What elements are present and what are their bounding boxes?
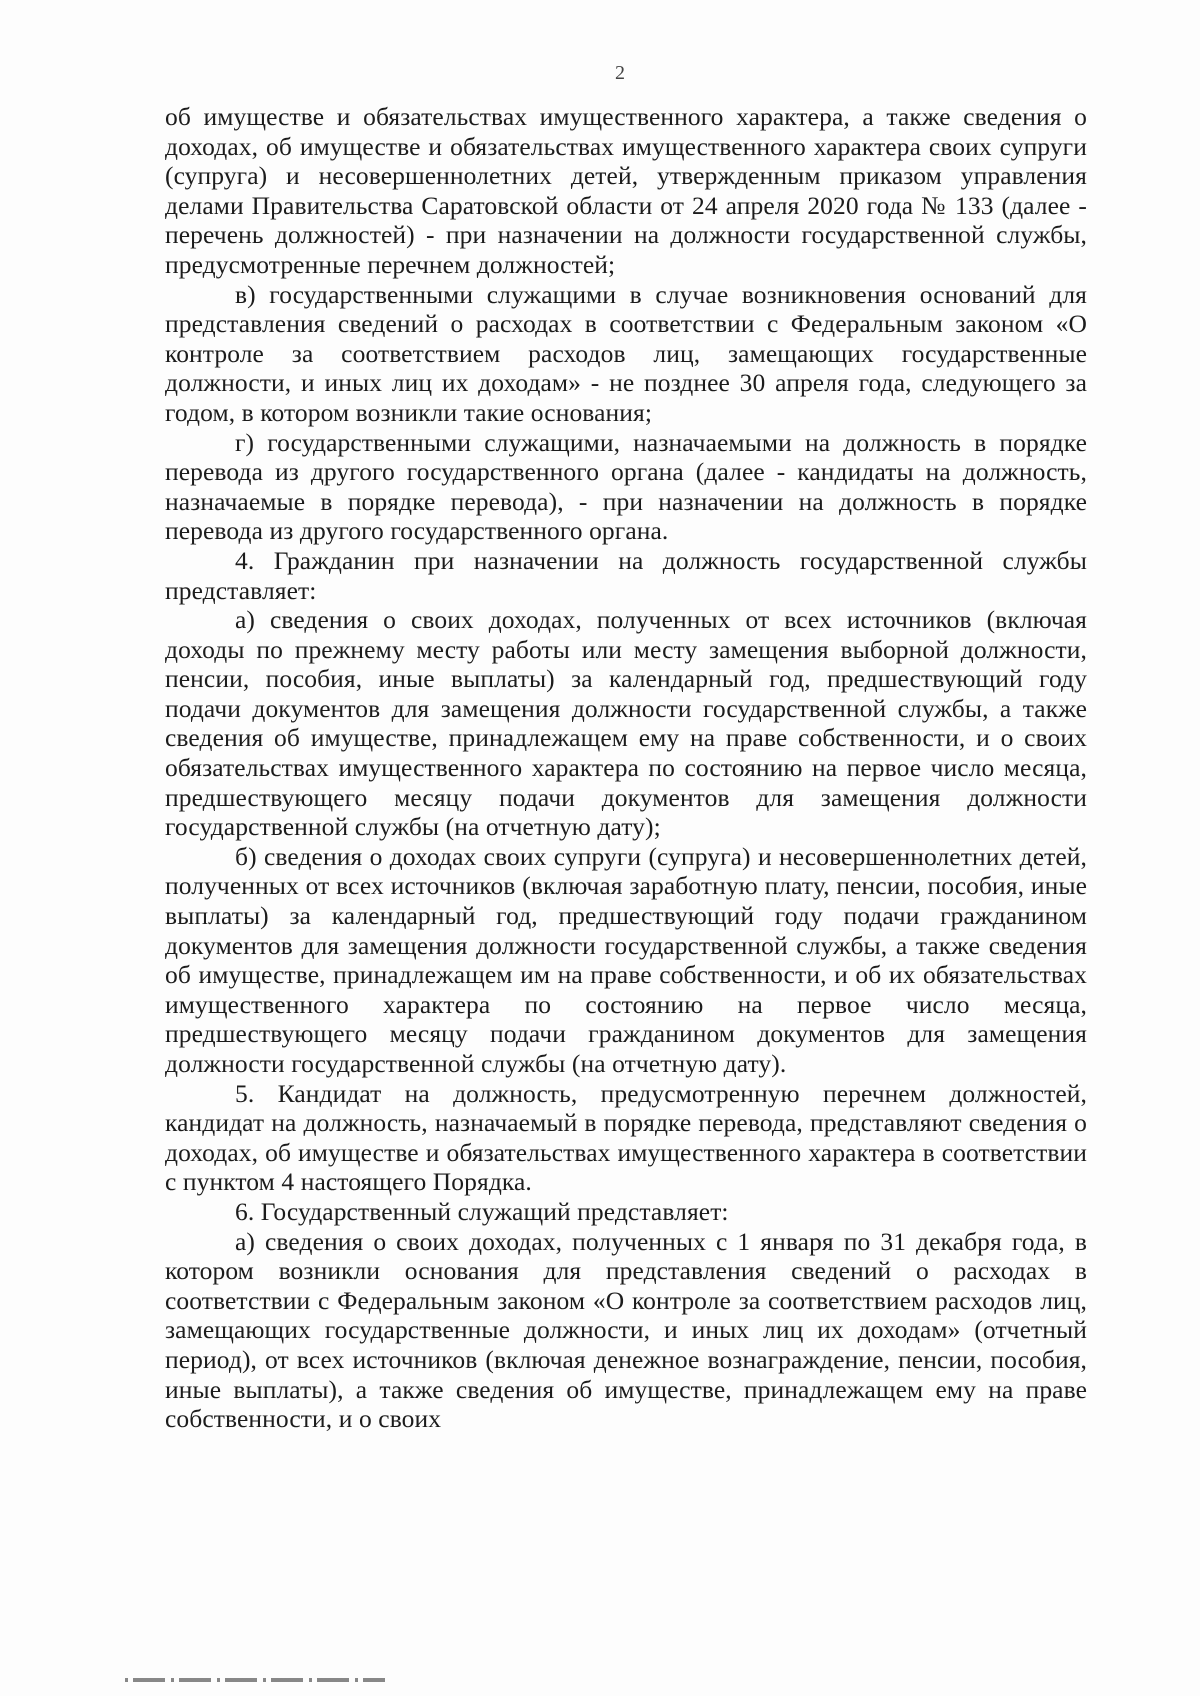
paragraph-item-v: в) государственными служащими в случае возникновения оснований для представления сведений о расходах в соответствии с Федеральным законом «О контроле за соответствием расходов лиц, замещающих государственные должности, и иных лиц их доходам» - не позднее 30 апреля года, следующего за годом, в котором возникли такие основания;	[165, 279, 1087, 427]
paragraph-item-g: г) государственными служащими, назначаемыми на должность в порядке перевода из другого государственного органа (далее - кандидаты на должность, назначаемые в порядке перевода), - при назначении на должность в порядке перевода из другого государственного органа.	[165, 427, 1087, 546]
paragraph-section-6: 6. Государственный служащий представляет:	[235, 1196, 729, 1226]
paragraph-continuation: об имуществе и обязательствах имущественного характера, а также сведения о доходах, об имуществе и обязательствах имущественного характера своих супруги (супруга) и несовершеннолетних детей, утвержденным приказом управления делами Правительства Саратовской области от 24 апреля 2020 года № 133 (далее - перечень должностей) - при назначении на должности государственной службы, предусмотренные перечнем должностей;	[165, 102, 1087, 279]
paragraph-section-4-b: б) сведения о доходах своих супруги (супруга) и несовершеннолетних детей, полученных от всех источников (включая заработную плату, пенсии, пособия, иные выплаты) за календарный год, предшествующий году подачи гражданином документов для замещения должности государственной службы, а также сведения об имуществе, принадлежащем им на праве собственности, и об их обязательствах имущественного характера по состоянию на первое число месяца, предшествующего месяцу подачи гражданином документов для замещения должности государственной службы (на отчетную дату).	[165, 841, 1087, 1078]
paragraph-section-4-a: а) сведения о своих доходах, полученных от всех источников (включая доходы по прежнему месту работы или месту замещения выборной должности, пенсии, пособия, иные выплаты) за календарный год, предшествующий году подачи документов для замещения должности государственной службы, а также сведения об имуществе, принадлежащем ему на праве собственности, и о своих обязательствах имущественного характера по состоянию на первое число месяца, предшествующего месяцу подачи документов для замещения должности государственной службы (на отчетную дату);	[165, 605, 1087, 842]
paragraph-section-5: 5. Кандидат на должность, предусмотренную перечнем должностей, кандидат на должность, назначаемый в порядке перевода, представляют сведения о доходах, об имуществе и обязательствах имущественного характера в соответствии с пунктом 4 настоящего Порядка.	[165, 1078, 1087, 1197]
scan-artifact-line	[125, 1678, 385, 1682]
page-number: 2	[615, 62, 625, 84]
paragraph-section-6-a: а) сведения о своих доходах, полученных с 1 января по 31 декабря года, в котором возникли основания для представления сведений о расходах в соответствии с Федеральным законом «О контроле за соответствием расходов лиц, замещающих государственные должности, и иных лиц их доходам» (отчетный период), от всех источников (включая денежное вознаграждение, пенсии, пособия, иные выплаты), а также сведения об имуществе, принадлежащем ему на праве собственности, и о своих	[165, 1226, 1087, 1434]
paragraph-section-4: 4. Гражданин при назначении на должность государственной службы представляет:	[165, 545, 1087, 605]
document-body	[165, 102, 1087, 1434]
